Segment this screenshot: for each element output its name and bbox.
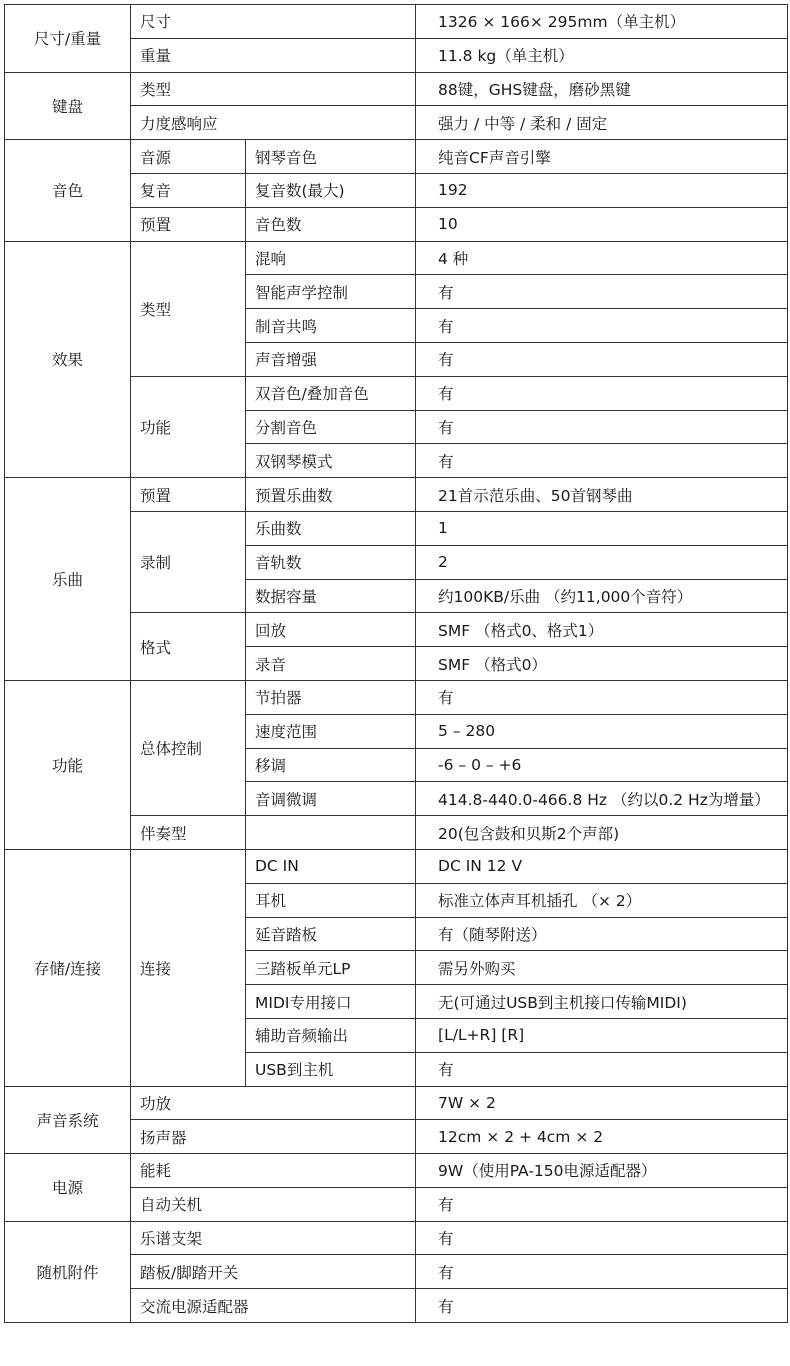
category-cell: 功能 [5, 680, 131, 849]
item-cell: 三踏板单元LP [246, 951, 416, 985]
value-cell: 4 种 [416, 241, 788, 275]
value-cell: 88键，GHS键盘，磨砂黑键 [416, 72, 788, 106]
value-cell: 1326 × 166× 295mm（单主机） [416, 5, 788, 39]
subcategory-cell: 复音 [131, 173, 246, 207]
subcategory-cell: 连接 [131, 849, 246, 1086]
value-cell: 1 [416, 511, 788, 545]
spec-table [4, 4, 788, 1323]
table-row [5, 849, 788, 883]
value-cell: 有 [416, 444, 788, 478]
item-cell: 录音 [246, 647, 416, 681]
value-cell: 5 – 280 [416, 714, 788, 748]
item-cell: MIDI专用接口 [246, 985, 416, 1019]
value-cell: DC IN 12 V [416, 849, 788, 883]
item-cell: 数据容量 [246, 579, 416, 613]
value-cell: 10 [416, 207, 788, 241]
subcategory-cell: 尺寸 [131, 5, 416, 39]
subcategory-cell: 功放 [131, 1086, 416, 1120]
value-cell: 有 [416, 680, 788, 714]
subcategory-cell: 能耗 [131, 1154, 416, 1188]
subcategory-cell: 类型 [131, 72, 416, 106]
item-cell: 乐曲数 [246, 511, 416, 545]
category-cell: 效果 [5, 241, 131, 478]
value-cell: 7W × 2 [416, 1086, 788, 1120]
value-cell: 20(包含鼓和贝斯2个声部) [416, 816, 788, 850]
spec-table-body [5, 5, 788, 1323]
item-cell: 双音色/叠加音色 [246, 376, 416, 410]
category-cell: 声音系统 [5, 1086, 131, 1154]
subcategory-cell: 交流电源适配器 [131, 1289, 416, 1323]
value-cell: 有 [416, 1187, 788, 1221]
subcategory-cell: 伴奏型 [131, 816, 246, 850]
table-row [5, 1221, 788, 1255]
subcategory-cell: 格式 [131, 613, 246, 681]
value-cell: 2 [416, 545, 788, 579]
item-cell: 辅助音频输出 [246, 1018, 416, 1052]
category-cell: 电源 [5, 1154, 131, 1222]
value-cell: 有 [416, 275, 788, 309]
subcategory-cell: 预置 [131, 478, 246, 512]
item-cell: 回放 [246, 613, 416, 647]
subcategory-cell: 力度感响应 [131, 106, 416, 140]
item-cell: 分割音色 [246, 410, 416, 444]
subcategory-cell: 功能 [131, 376, 246, 477]
category-cell: 存储/连接 [5, 849, 131, 1086]
item-cell: 耳机 [246, 883, 416, 917]
item-cell: 音轨数 [246, 545, 416, 579]
item-cell [246, 816, 416, 850]
item-cell: 钢琴音色 [246, 140, 416, 174]
table-row [5, 680, 788, 714]
value-cell: 有 [416, 1255, 788, 1289]
value-cell: 有 [416, 1289, 788, 1323]
value-cell: 有 [416, 376, 788, 410]
item-cell: 速度范围 [246, 714, 416, 748]
table-row [5, 1154, 788, 1188]
item-cell: 预置乐曲数 [246, 478, 416, 512]
category-cell: 键盘 [5, 72, 131, 140]
subcategory-cell: 自动关机 [131, 1187, 416, 1221]
item-cell: 制音共鸣 [246, 309, 416, 343]
subcategory-cell: 录制 [131, 511, 246, 612]
value-cell: 约100KB/乐曲 （约11,000个音符） [416, 579, 788, 613]
value-cell: [L/L+R] [R] [416, 1018, 788, 1052]
item-cell: 声音增强 [246, 342, 416, 376]
item-cell: 移调 [246, 748, 416, 782]
table-row [5, 5, 788, 39]
table-row [5, 140, 788, 174]
item-cell: 双钢琴模式 [246, 444, 416, 478]
value-cell: 192 [416, 173, 788, 207]
table-row [5, 1086, 788, 1120]
item-cell: 音调微调 [246, 782, 416, 816]
subcategory-cell: 踏板/脚踏开关 [131, 1255, 416, 1289]
category-cell: 尺寸/重量 [5, 5, 131, 73]
value-cell: 21首示范乐曲、50首钢琴曲 [416, 478, 788, 512]
item-cell: USB到主机 [246, 1052, 416, 1086]
item-cell: 音色数 [246, 207, 416, 241]
subcategory-cell: 预置 [131, 207, 246, 241]
value-cell: 有 [416, 410, 788, 444]
value-cell: 需另外购买 [416, 951, 788, 985]
subcategory-cell: 重量 [131, 38, 416, 72]
value-cell: 纯音CF声音引擎 [416, 140, 788, 174]
item-cell: 延音踏板 [246, 917, 416, 951]
item-cell: 智能声学控制 [246, 275, 416, 309]
subcategory-cell: 总体控制 [131, 680, 246, 815]
value-cell: 有 [416, 309, 788, 343]
item-cell: 节拍器 [246, 680, 416, 714]
value-cell: 414.8-440.0-466.8 Hz （约以0.2 Hz为增量） [416, 782, 788, 816]
subcategory-cell: 乐谱支架 [131, 1221, 416, 1255]
value-cell: 11.8 kg（单主机） [416, 38, 788, 72]
value-cell: 有 [416, 342, 788, 376]
value-cell: 有 [416, 1221, 788, 1255]
value-cell: SMF （格式0） [416, 647, 788, 681]
value-cell: 无(可通过USB到主机接口传输MIDI) [416, 985, 788, 1019]
category-cell: 随机附件 [5, 1221, 131, 1322]
value-cell: 有（随琴附送） [416, 917, 788, 951]
value-cell: 标准立体声耳机插孔 （× 2） [416, 883, 788, 917]
item-cell: 复音数(最大) [246, 173, 416, 207]
item-cell: 混响 [246, 241, 416, 275]
item-cell: DC IN [246, 849, 416, 883]
value-cell: 12cm × 2 + 4cm × 2 [416, 1120, 788, 1154]
table-row [5, 478, 788, 512]
value-cell: 有 [416, 1052, 788, 1086]
value-cell: SMF （格式0、格式1） [416, 613, 788, 647]
category-cell: 乐曲 [5, 478, 131, 681]
subcategory-cell: 扬声器 [131, 1120, 416, 1154]
value-cell: -6 – 0 – +6 [416, 748, 788, 782]
table-row [5, 72, 788, 106]
table-row [5, 241, 788, 275]
subcategory-cell: 类型 [131, 241, 246, 376]
subcategory-cell: 音源 [131, 140, 246, 174]
value-cell: 强力 / 中等 / 柔和 / 固定 [416, 106, 788, 140]
value-cell: 9W（使用PA-150电源适配器） [416, 1154, 788, 1188]
category-cell: 音色 [5, 140, 131, 241]
